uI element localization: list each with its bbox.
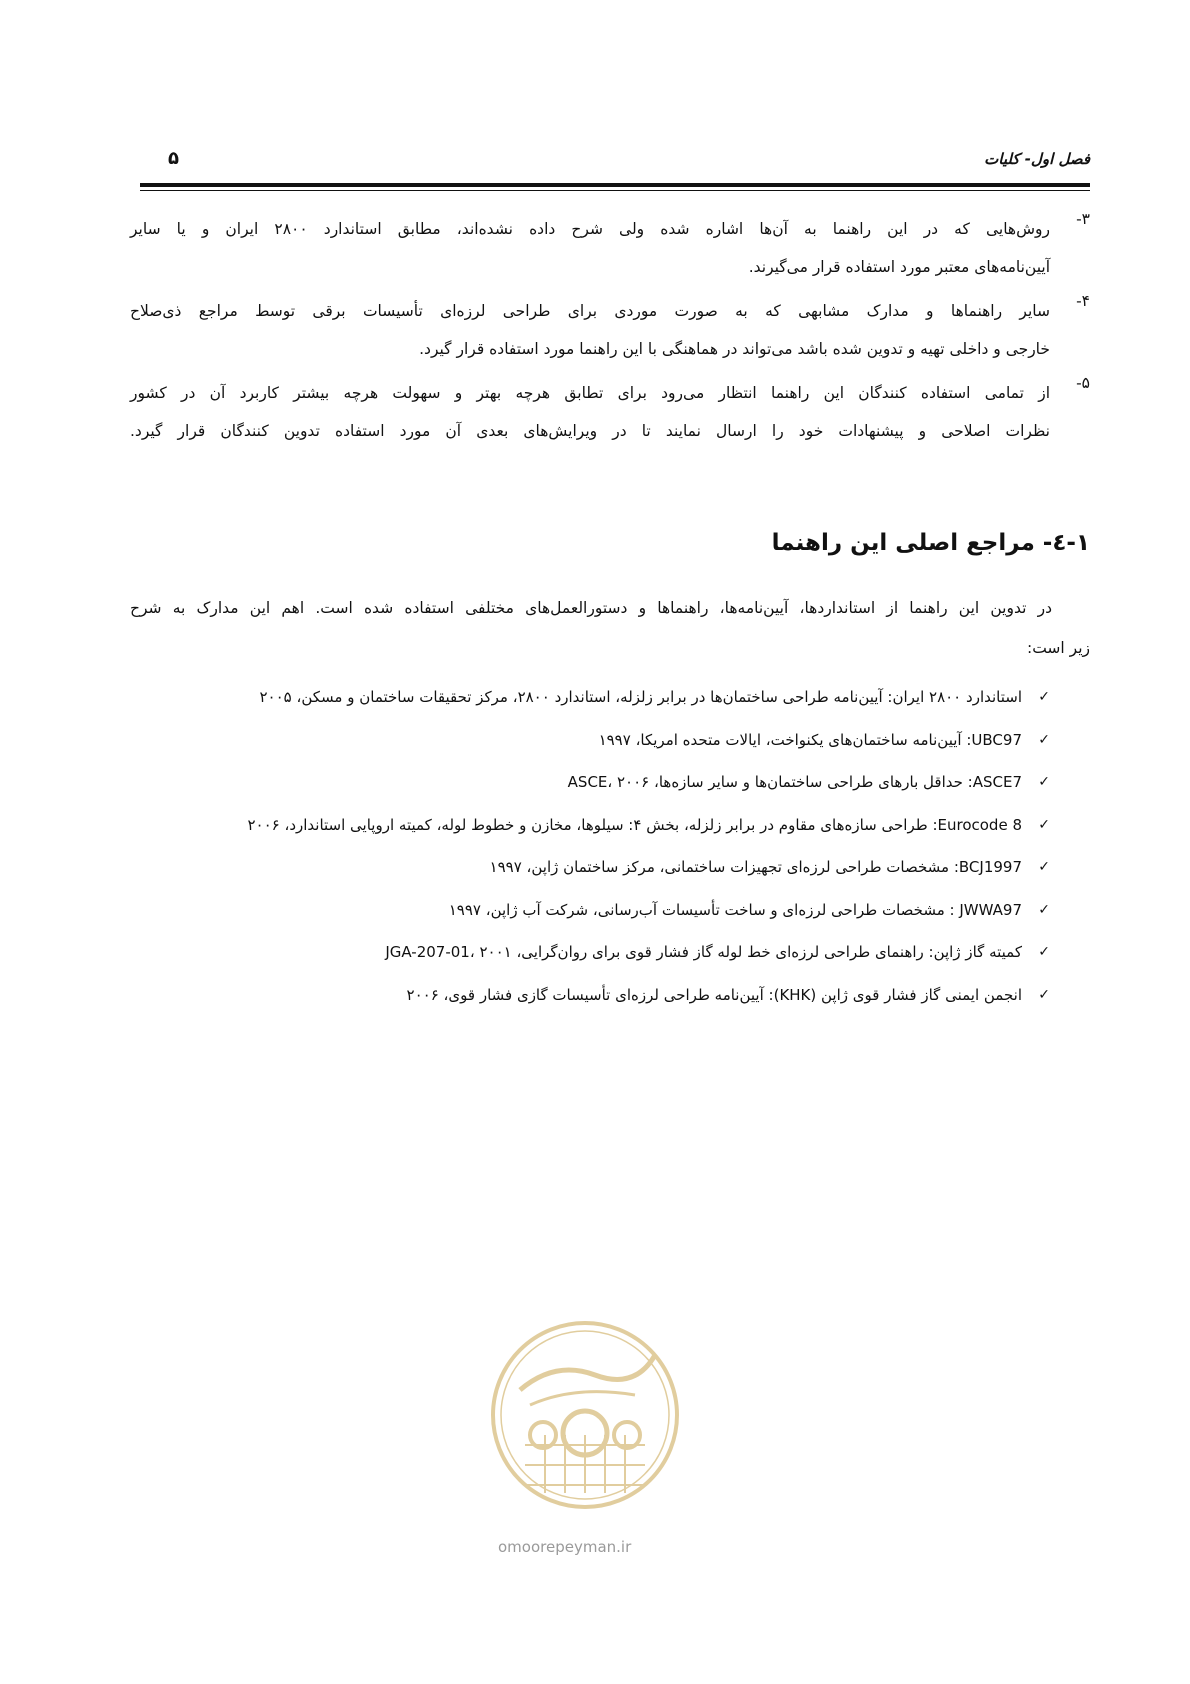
page-number: ۵ <box>168 148 179 169</box>
references-list <box>247 676 1050 1016</box>
reference-text: Eurocode 8: طراحی سازه‌های مقاوم در برابر زلزله، بخش ۴: سیلوها، مخازن و خطوط لوله، کمیته اروپایی استاندارد، ۲۰۰۶ <box>247 815 1022 834</box>
item-line: نظرات اصلاحی و پیشنهادات خود را ارسال نمایند تا در ویرایش‌های بعدی آن مورد استفاده تدوین کنندگان قرار گیرد. <box>130 422 1050 440</box>
reference-text: استاندارد ۲۸۰۰ ایران: آیین‌نامه طراحی ساختمان‌ها در برابر زلزله، استاندارد ۲۸۰۰، مرکز تحقیقات ساختمان و مسکن، ۲۰۰۵ <box>259 688 1022 706</box>
reference-text: JWWA97 : مشخصات طراحی لرزه‌ای و ساخت تأسیسات آب‌رسانی، شرکت آب ژاپن، ۱۹۹۷ <box>448 900 1022 919</box>
reference-text: ASCE7: حداقل بارهای طراحی ساختمان‌ها و سایر سازه‌ها، ASCE، ۲۰۰۶ <box>567 773 1022 791</box>
check-icon: ✓ <box>1038 986 1050 1003</box>
reference-text: انجمن ایمنی گاز فشار قوی ژاپن (KHK): آیین‌نامه طراحی لرزه‌ای تأسیسات گازی فشار قوی، ۲۰۰۶ <box>406 985 1022 1004</box>
check-icon: ✓ <box>1038 859 1050 875</box>
check-icon: ✓ <box>1038 689 1050 705</box>
intro-line: زیر است: <box>1026 639 1090 657</box>
item-number: ۴- <box>1076 292 1090 310</box>
item-line: روش‌هایی که در این راهنما به آن‌ها اشاره شده ولی شرح داده نشده‌اند، مطابق استاندارد ۲۸۰۰ ایران و یا سایر <box>130 220 1050 238</box>
watermark-logo-icon <box>485 1315 685 1515</box>
reference-item <box>247 719 1050 762</box>
reference-text: BCJ1997: مشخصات طراحی لرزه‌ای تجهیزات ساختمانی، مرکز ساختمان ژاپن، ۱۹۹۷ <box>489 858 1022 876</box>
section-intro <box>130 588 1090 668</box>
reference-item <box>247 931 1050 974</box>
header-rule-thick <box>140 183 1090 187</box>
item-number: ۵- <box>1076 374 1090 392</box>
numbered-item <box>130 374 1090 450</box>
reference-text: UBC97: آیین‌نامه ساختمان‌های یکنواخت، ایالات متحده امریکا، ۱۹۹۷ <box>598 730 1022 749</box>
item-line: سایر راهنماها و مدارک مشابهی که به صورت موردی برای طراحی لرزه‌ای تأسیسات برقی توسط مراجع ذی‌صلاح <box>130 302 1050 320</box>
item-line: آیین‌نامه‌های معتبر مورد استفاده قرار می‌گیرند. <box>748 258 1050 276</box>
header-rule-thin <box>140 190 1090 191</box>
numbered-item <box>130 292 1090 368</box>
item-line: خارجی و داخلی تهیه و تدوین شده باشد می‌تواند در هماهنگی با این راهنما مورد استفاده قرار گیرد. <box>419 340 1050 358</box>
numbered-item <box>130 210 1090 286</box>
check-icon: ✓ <box>1038 816 1050 833</box>
check-icon: ✓ <box>1038 774 1050 790</box>
section-heading: ۱-٤- مراجع اصلی این راهنما <box>771 530 1090 556</box>
item-line: از تمامی استفاده کنندگان این راهنما انتظار می‌رود برای تطابق هرچه بهتر و سهولت هرچه بیشتر کاربرد آن در کشور <box>130 384 1050 402</box>
reference-item <box>247 889 1050 932</box>
item-number: ۳- <box>1076 210 1090 228</box>
intro-line: در تدوین این راهنما از استانداردها، آیین‌نامه‌ها، راهنماها و دستورالعمل‌های مختلفی استفاده شده است. اهم این مدارک به شرح <box>130 599 1052 617</box>
chapter-title: فصل اول- کلیات <box>984 150 1090 168</box>
check-icon: ✓ <box>1038 901 1050 918</box>
reference-item <box>247 761 1050 804</box>
reference-item <box>247 974 1050 1017</box>
reference-item <box>247 676 1050 719</box>
reference-item <box>247 804 1050 847</box>
watermark-url: omoorepeyman.ir <box>498 1538 632 1556</box>
reference-item <box>247 846 1050 889</box>
check-icon: ✓ <box>1038 944 1050 960</box>
check-icon: ✓ <box>1038 731 1050 748</box>
reference-text: کمیته گاز ژاپن: راهنمای طراحی لرزه‌ای خط لوله گاز فشار قوی برای روان‌گرایی، JGA-207-01، ۲۰۰۱ <box>385 943 1022 961</box>
